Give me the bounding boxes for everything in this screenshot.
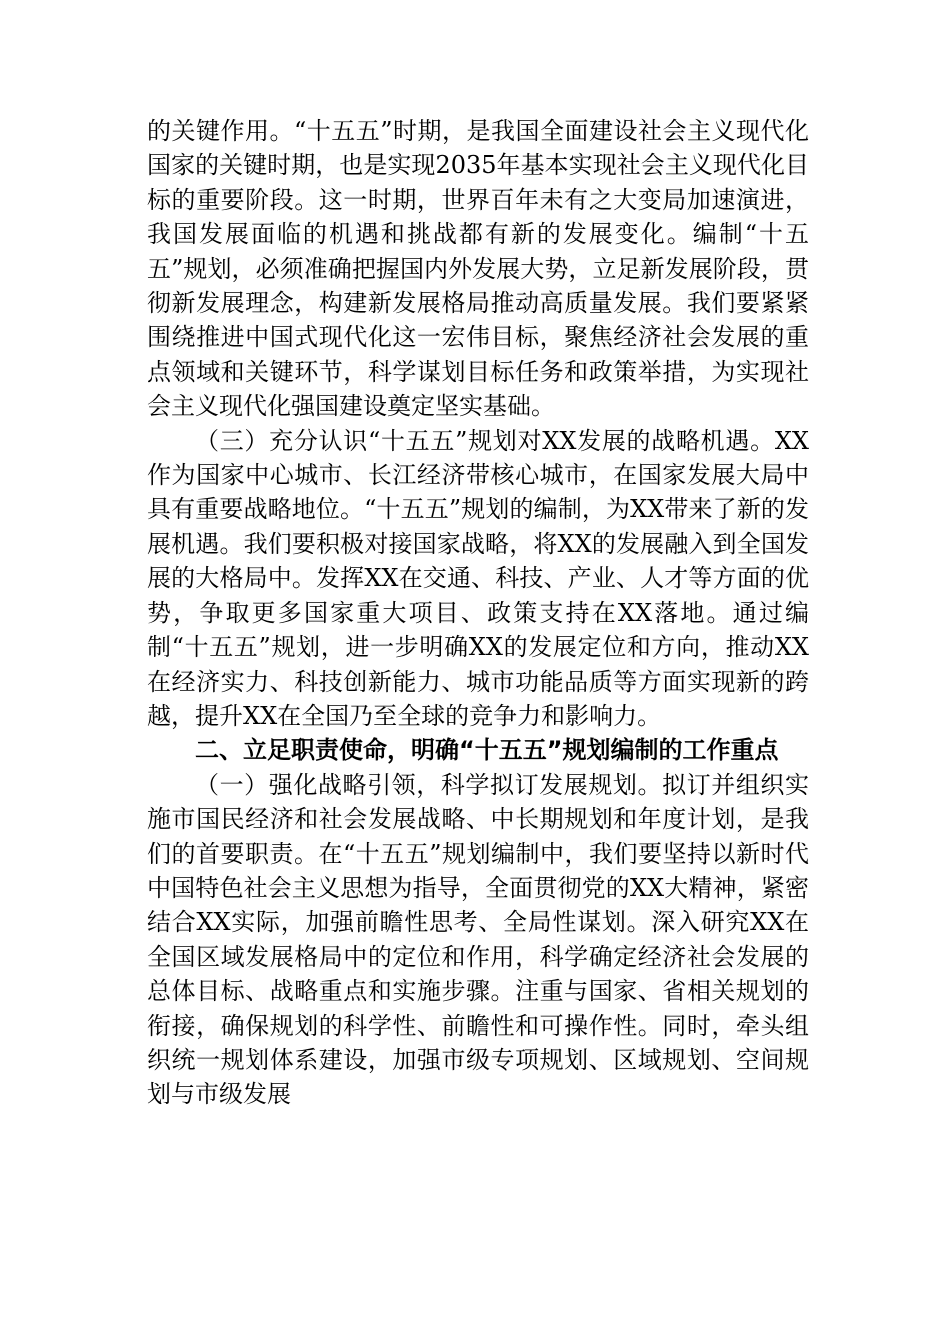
- paragraph-strategic-opportunity: [147, 424, 809, 734]
- paragraph-body: XX作为国家中心城市、长江经济带核心城市，在国家发展大局中具有重要战略地位。“十五五”规划的编制，为XX带来了新的发展机遇。我们要积极对接国家战略，将XX的发展融入到全国发展的大格局中。发挥XX在交通、科技、产业、人才等方面的优势，争取更多国家重大项目、政策支持在XX落地。通过编制“十五五”规划，进一步明确XX的发展定位和方向，推动XX在经济实力、科技创新能力、城市功能品质等方面实现新的跨越，提升XX在全国乃至全球的竞争力和影响力。: [147, 426, 809, 730]
- document-page: [147, 114, 809, 1112]
- section-heading-2: 二、立足职责使命，明确“十五五”规划编制的工作重点: [195, 736, 779, 765]
- paragraph-strategic-guidance: [147, 768, 809, 1112]
- sub-heading-3: （三）充分认识“十五五”规划对XX发展的战略机遇。: [195, 426, 775, 455]
- sub-heading-1: （一）强化战略引领，科学拟订发展规划。: [195, 770, 663, 799]
- paragraph-body: 拟订并组织实施市国民经济和社会发展战略、中长期规划和年度计划，是我们的首要职责。在“十五五”规划编制中，我们要坚持以新时代中国特色社会主义思想为指导，全面贯彻党的XX大精神，紧密结合XX实际，加强前瞻性思考、全局性谋划。深入研究XX在全国区域发展格局中的定位和作用，科学确定经济社会发展的总体目标、战略重点和实施步骤。注重与国家、省相关规划的衔接，确保规划的科学性、前瞻性和可操作性。同时，牵头组织统一规划体系建设，加强市级专项规划、区域规划、空间规划与市级发展: [147, 770, 810, 1109]
- paragraph-continuation: 的关键作用。“十五五”时期，是我国全面建设社会主义现代化国家的关键时期，也是实现2035年基本实现社会主义现代化目标的重要阶段。这一时期，世界百年未有之大变局加速演进，我国发展面临的机遇和挑战都有新的发展变化。编制“十五五”规划，必须准确把握国内外发展大势，立足新发展阶段，贯彻新发展理念，构建新发展格局推动高质量发展。我们要紧紧围绕推进中国式现代化这一宏伟目标，聚焦经济社会发展的重点领域和关键环节，科学谋划目标任务和政策举措，为实现社会主义现代化强国建设奠定坚实基础。: [147, 117, 809, 421]
